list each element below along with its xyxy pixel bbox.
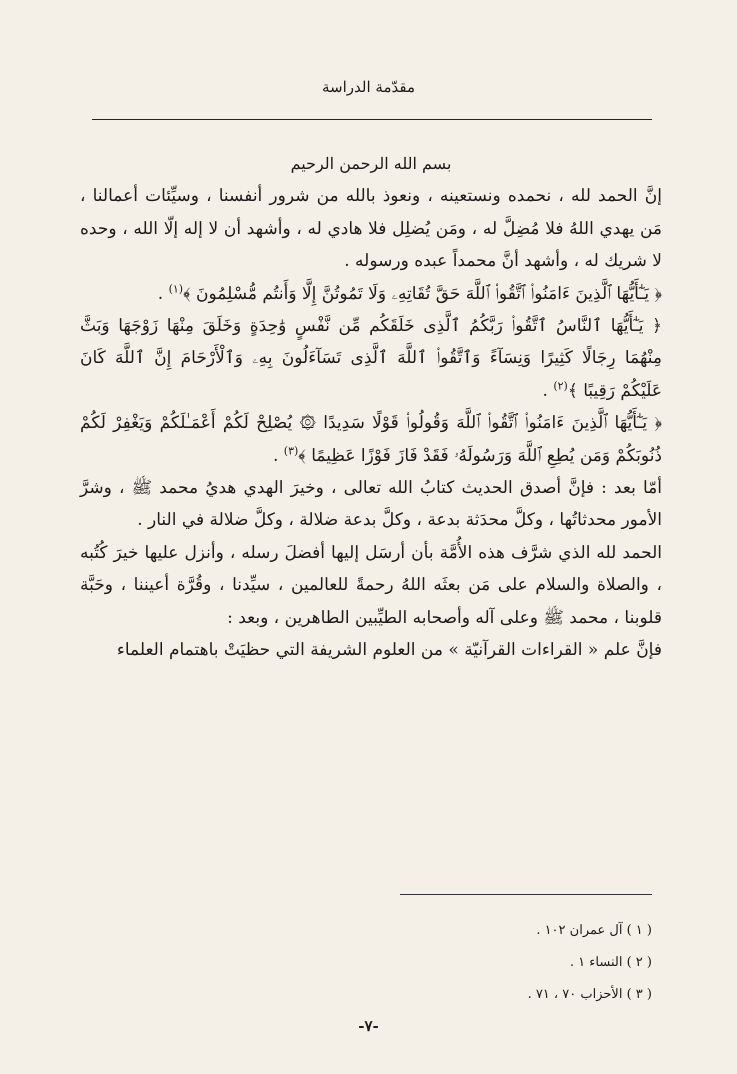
running-header: مقدّمة الدراسة xyxy=(322,78,415,96)
footnote-ref-1: (١) xyxy=(168,281,184,295)
verse-3-text: ﴿ يَـٰٓأَيُّهَا ٱلَّذِينَ ءَامَنُوا۟ ٱتَّقُوا۟ ٱللَّهَ وَقُولُوا۟ قَوْلًا سَدِيدًا ۞ يُصْلِحْ لَكُمْ أَعْمَـٰلَكُمْ وَيَغْفِرْ لَكُمْ ذُنُوبَكُمْ وَمَن يُطِعِ ٱللَّهَ وَرَسُولَهُۥ فَقَدْ فَازَ فَوْزًا عَظِيمًا ﴾ xyxy=(80,413,662,466)
footnotes xyxy=(80,915,652,1011)
footnote-2: ( ٢ ) النساء ١ . xyxy=(569,955,652,970)
header-rule xyxy=(92,119,652,120)
footnote-rule xyxy=(400,894,652,895)
paragraph-amma-bad: أمّا بعد : فإنَّ أصدق الحديث كتابُ الله تعالى ، وخيرَ الهدي هديُ محمد ﷺ ، وشرَّ الأمور محدثاتُها ، وكلَّ محدَثة بدعة ، وكلَّ بدعة ضلالة ، وكلَّ ضلالة في النار . xyxy=(80,478,662,531)
paragraph-opening: إنَّ الحمد لله ، نحمده ونستعينه ، ونعوذ بالله من شرور أنفسنا ، وسيِّئات أعمالنا ، مَن يهدي اللهُ فلا مُضِلَّ له ، ومَن يُضلِل فلا هادي له ، وأشهد أن لا إله إلّا الله ، وحده لا شريك له ، وأشهد أنَّ محمداً عبده ورسوله . xyxy=(80,186,662,272)
page-number: -٧- xyxy=(358,1017,379,1035)
verse-2: ﴿ يَـٰٓأَيُّهَا ٱلنَّاسُ ٱتَّقُوا۟ رَبَّكُمُ ٱلَّذِى خَلَقَكُم مِّن نَّفْسٍ وَٰحِدَةٍ وَخَلَقَ مِنْهَا زَوْجَهَا وَبَثَّ مِنْهُمَا رِجَالًا كَثِيرًا وَنِسَآءً وَٱتَّقُوا۟ ٱللَّهَ ٱلَّذِى تَسَآءَلُونَ بِهِۦ وَٱلْأَرْحَامَ إِنَّ ٱللَّهَ كَانَ عَلَيْكُمْ رَقِيبًا ﴾$^{(٢)}$ . xyxy=(80,316,662,401)
basmala: بسم الله الرحمن الرحيم xyxy=(290,154,452,173)
verse-1: ﴿ يَـٰٓأَيُّهَا ٱلَّذِينَ ءَامَنُوا۟ ٱتَّقُوا۟ ٱللَّهَ حَقَّ تُقَاتِهِۦ وَلَا تَمُوتُنَّ إِلَّا وَأَنتُم مُّسْلِمُونَ ﴾$^{(١)}$ . xyxy=(157,281,662,304)
footnote-1: ( ١ ) آل عمران ١٠٢ . xyxy=(536,923,652,938)
footnote-ref-2: (٢) xyxy=(553,379,568,393)
verse-1-text: ﴿ يَـٰٓأَيُّهَا ٱلَّذِينَ ءَامَنُوا۟ ٱتَّقُوا۟ ٱللَّهَ حَقَّ تُقَاتِهِۦ وَلَا تَمُوتُنَّ إِلَّا وَأَنتُم مُّسْلِمُونَ ﴾ xyxy=(183,283,662,304)
verse-2-text: ﴿ يَـٰٓأَيُّهَا ٱلنَّاسُ ٱتَّقُوا۟ رَبَّكُمُ ٱلَّذِى خَلَقَكُم مِّن نَّفْسٍ وَٰحِدَةٍ وَخَلَقَ مِنْهَا زَوْجَهَا وَبَثَّ مِنْهُمَا رِجَالًا كَثِيرًا وَنِسَآءً وَٱتَّقُوا۟ ٱللَّهَ ٱلَّذِى تَسَآءَلُونَ بِهِۦ وَٱلْأَرْحَامَ إِنَّ ٱللَّهَ كَانَ عَلَيْكُمْ رَقِيبًا ﴾ xyxy=(80,316,662,401)
footnote-3: ( ٣ ) الأحزاب ٧٠ ، ٧١ . xyxy=(527,987,652,1002)
footnote-ref-3: (٣) xyxy=(283,444,299,457)
paragraph-qiraat: فإنَّ علم « القراءات القرآنيّة » من العلوم الشريفة التي حظيَتْ باهتمام العلماء xyxy=(116,640,662,661)
paragraph-praise: الحمد لله الذي شرَّف هذه الأُمَّة بأن أرسَل إليها أفضلَ رسله ، وأنزل عليها خيرَ كُتُبه ، والصلاة والسلام على مَن بعثَه اللهُ رحمةً للعالمين ، سيِّدنا ، وقُرَّة أعيننا ، وحَبَّة قلوبنا ، محمد ﷺ وعلى آله وأصحابه الطيِّبين الطاهرين ، وبعد : xyxy=(80,542,662,628)
main-text xyxy=(80,148,662,667)
verse-3: ﴿ يَـٰٓأَيُّهَا ٱلَّذِينَ ءَامَنُوا۟ ٱتَّقُوا۟ ٱللَّهَ وَقُولُوا۟ قَوْلًا سَدِيدًا ۞ يُصْلِحْ لَكُمْ أَعْمَـٰلَكُمْ وَيَغْفِرْ لَكُمْ ذُنُوبَكُمْ وَمَن يُطِعِ ٱللَّهَ وَرَسُولَهُۥ فَقَدْ فَازَ فَوْزًا عَظِيمًا ﴾$^{(٣)}$ . xyxy=(80,413,662,466)
